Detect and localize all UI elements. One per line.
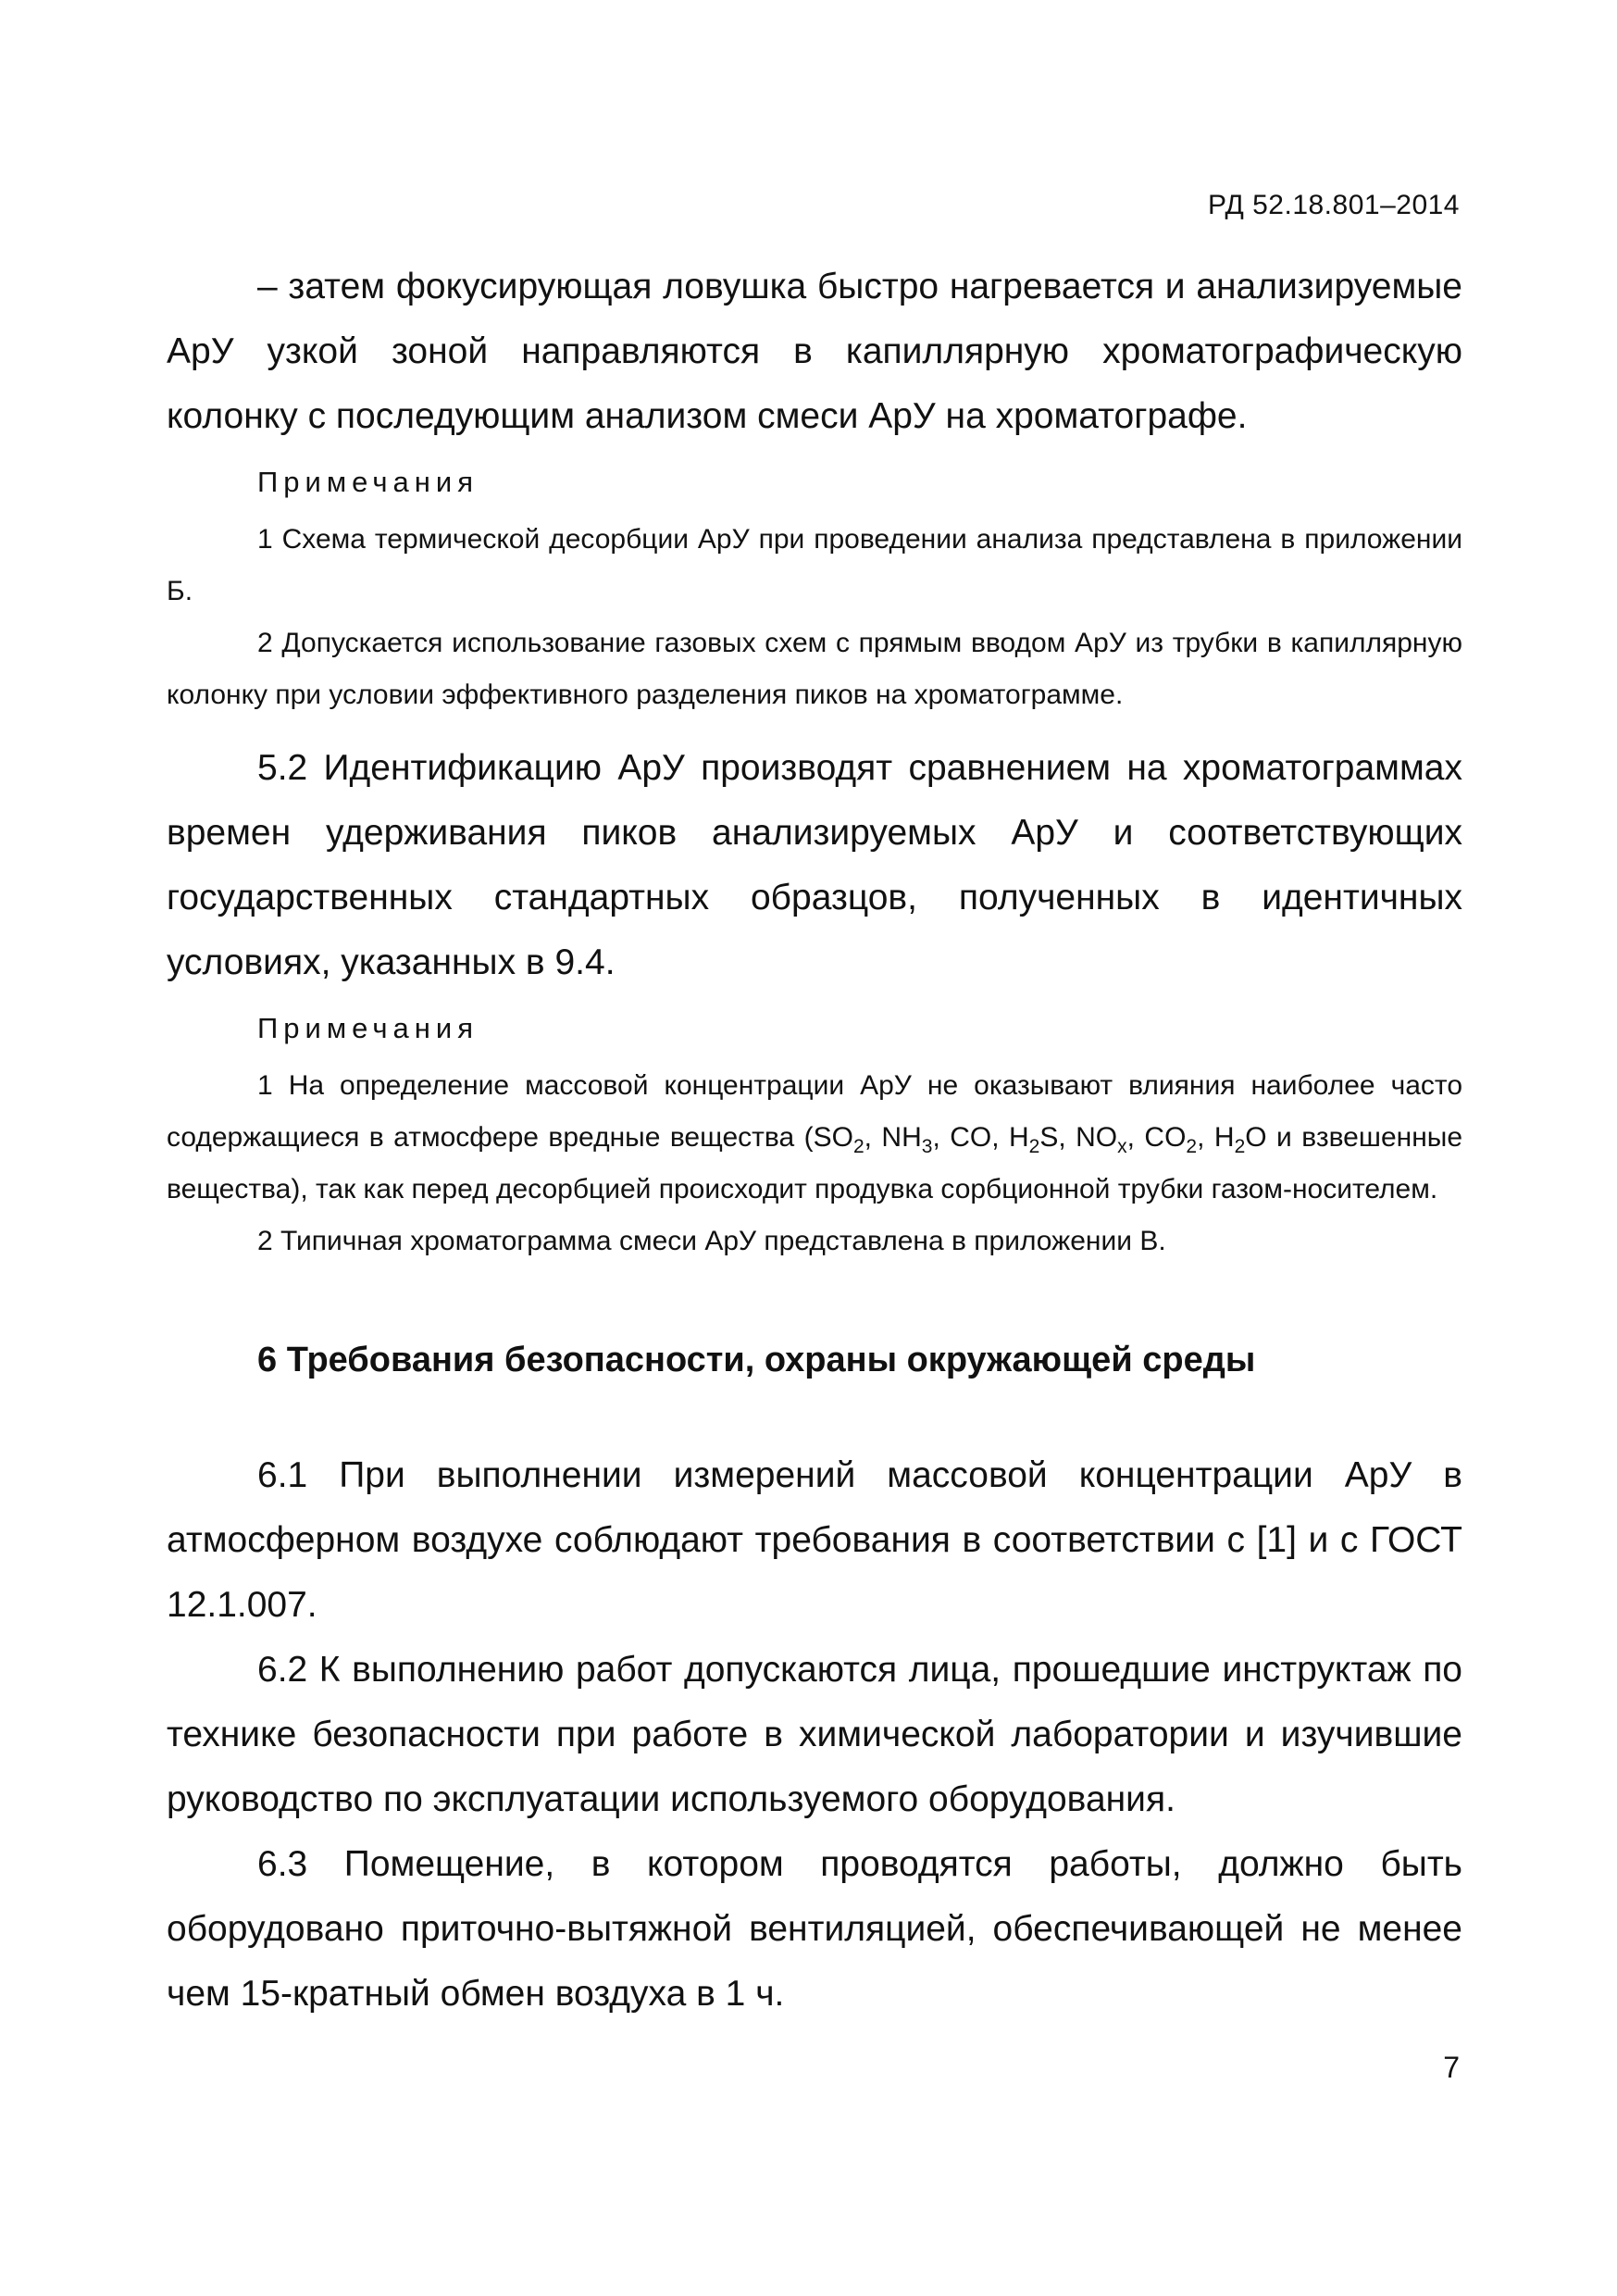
page-number: 7 bbox=[1443, 2051, 1460, 2084]
chem-sub: 3 bbox=[921, 1136, 933, 1157]
chem-sub: x bbox=[1117, 1136, 1127, 1157]
chem-text: , CO bbox=[1126, 1122, 1187, 1153]
continuation-paragraph: – затем фокусирующая ловушка быстро нагревается и анализируемые АрУ узкой зоной направляются в капиллярную хроматографическую колонку с последующим анализом смеси АрУ на хроматографе. bbox=[167, 267, 1462, 436]
paragraph-6-3: 6.3 Помещение, в котором проводятся работы, должно быть оборудовано приточно-вытяжной вентиляцией, обеспечивающей не менее чем 15-кратный обмен воздуха в 1 ч. bbox=[167, 1844, 1462, 2014]
note-2-1-end: и взвешенные вещества), так как перед десорбцией происходит продувка сорбционной трубки газом-носителем. bbox=[167, 1122, 1463, 1204]
chem-sub: 2 bbox=[1028, 1136, 1040, 1157]
note-1-1: 1 Схема термической десорбции АрУ при проведении анализа представлена в приложении Б. bbox=[167, 524, 1462, 606]
note-2-2: 2 Типичная хроматограмма смеси АрУ представлена в приложении В. bbox=[257, 1226, 1166, 1256]
chem-sub: 2 bbox=[852, 1136, 864, 1157]
paragraph-6-1: 6.1 При выполнении измерений массовой концентрации АрУ в атмосферном воздухе соблюдают требования в соответствии с [1] и с ГОСТ 12.1.007. bbox=[167, 1455, 1462, 1625]
notes-heading-2: Примечания bbox=[257, 1012, 479, 1044]
chem-sub: 2 bbox=[1234, 1136, 1246, 1157]
paragraph-5-2: 5.2 Идентификацию АрУ производят сравнением на хроматограммах времен удерживания пиков анализируемых АрУ и соответствующих государственных стандартных образцов, полученных в идентичных условиях, указанных в 9.4. bbox=[167, 748, 1462, 982]
chem-text: S, NO bbox=[1039, 1122, 1118, 1153]
note-1-2: 2 Допускается использование газовых схем с прямым вводом АрУ из трубки в капиллярную колонку при условии эффективного разделения пиков на хроматограмме. bbox=[167, 628, 1462, 710]
page-content bbox=[167, 255, 1462, 2027]
section-6-title: 6 Требования безопасности, охраны окружающей среды bbox=[257, 1341, 1256, 1379]
chem-sub: 2 bbox=[1186, 1136, 1198, 1157]
chem-text: , H bbox=[1197, 1122, 1235, 1153]
note-2-1-start: 1 На определение массовой концентрации АрУ не оказывают влияния наиболее часто содержащиеся в атмосфере вредные вещества (SO bbox=[167, 1070, 1462, 1153]
paragraph-6-2: 6.2 К выполнению работ допускаются лица, прошедшие инструктаж по технике безопасности при работе в химической лаборатории и изучившие руководство по эксплуатации используемого оборудования. bbox=[167, 1650, 1462, 1819]
chem-text: , NH bbox=[864, 1122, 922, 1153]
note-2-1 bbox=[167, 1060, 1462, 1216]
notes-heading-1: Примечания bbox=[257, 466, 479, 498]
chem-text: O bbox=[1245, 1122, 1267, 1153]
chem-text: , CO, H bbox=[932, 1122, 1029, 1153]
document-code: РД 52.18.801–2014 bbox=[1207, 190, 1460, 220]
